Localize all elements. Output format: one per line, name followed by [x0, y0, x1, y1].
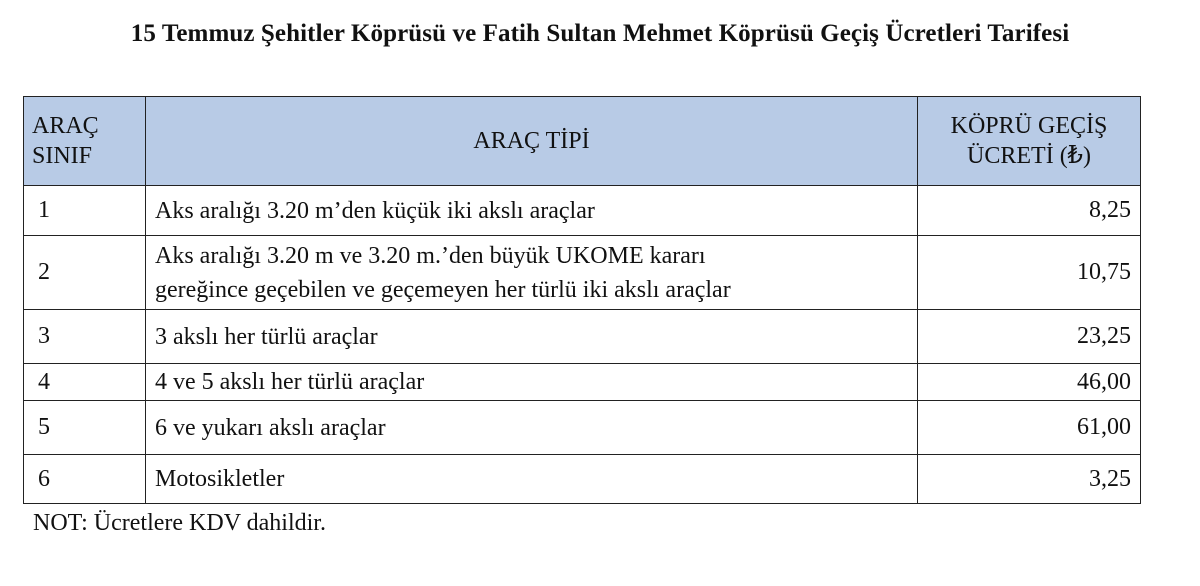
table-row	[24, 236, 1141, 310]
header-bridge-fee	[918, 97, 1141, 186]
fee-cell: 8,25	[918, 186, 1141, 236]
table-row	[24, 364, 1141, 401]
vehicle-type-cell	[146, 364, 918, 401]
vehicle-type-line1: Aks aralığı 3.20 m’den küçük iki akslı araçlar	[155, 197, 595, 224]
table-row	[24, 401, 1141, 455]
fee-cell: 61,00	[918, 401, 1141, 455]
header-bridge-fee-line1: KÖPRÜ GEÇİŞ	[950, 113, 1108, 139]
fee-cell: 23,25	[918, 310, 1141, 364]
vehicle-class-cell: 2	[24, 236, 146, 310]
table-row	[24, 455, 1141, 504]
vehicle-type-line1: Aks aralığı 3.20 m ve 3.20 m.’den büyük UKOME kararı	[155, 242, 706, 269]
vehicle-type-cell	[146, 186, 918, 236]
fee-cell: 46,00	[918, 364, 1141, 401]
vehicle-class-cell: 5	[24, 401, 146, 455]
vehicle-type-line1: 3 akslı her türlü araçlar	[155, 323, 378, 350]
vat-note: NOT: Ücretlere KDV dahildir.	[33, 510, 326, 536]
vehicle-class-cell: 1	[24, 186, 146, 236]
header-vehicle-class-line1: ARAÇ	[32, 113, 99, 139]
vehicle-type-cell	[146, 236, 918, 310]
vehicle-type-cell	[146, 401, 918, 455]
fee-cell: 3,25	[918, 455, 1141, 504]
tariff-table	[23, 96, 1141, 504]
vehicle-type-line2: gereğince geçebilen ve geçemeyen her türlü iki akslı araçlar	[155, 276, 731, 303]
vehicle-type-line1: Motosikletler	[155, 466, 285, 492]
vehicle-class-cell: 3	[24, 310, 146, 364]
vehicle-type-cell	[146, 455, 918, 504]
vehicle-class-cell: 4	[24, 364, 146, 401]
table-header-row	[24, 97, 1141, 186]
header-vehicle-type: ARAÇ TİPİ	[146, 97, 918, 186]
vehicle-type-line1: 4 ve 5 akslı her türlü araçlar	[155, 369, 425, 395]
header-vehicle-class	[24, 97, 146, 186]
document-title: 15 Temmuz Şehitler Köprüsü ve Fatih Sultan Mehmet Köprüsü Geçiş Ücretleri Tarifesi	[130, 20, 1070, 47]
header-vehicle-class-line2: SINIF	[32, 143, 93, 169]
vehicle-class-cell: 6	[24, 455, 146, 504]
vehicle-type-cell	[146, 310, 918, 364]
header-bridge-fee-line2: ÜCRETİ (₺)	[967, 143, 1091, 169]
table-row	[24, 310, 1141, 364]
fee-cell: 10,75	[918, 236, 1141, 310]
table-row	[24, 186, 1141, 236]
vehicle-type-line1: 6 ve yukarı akslı araçlar	[155, 414, 386, 441]
